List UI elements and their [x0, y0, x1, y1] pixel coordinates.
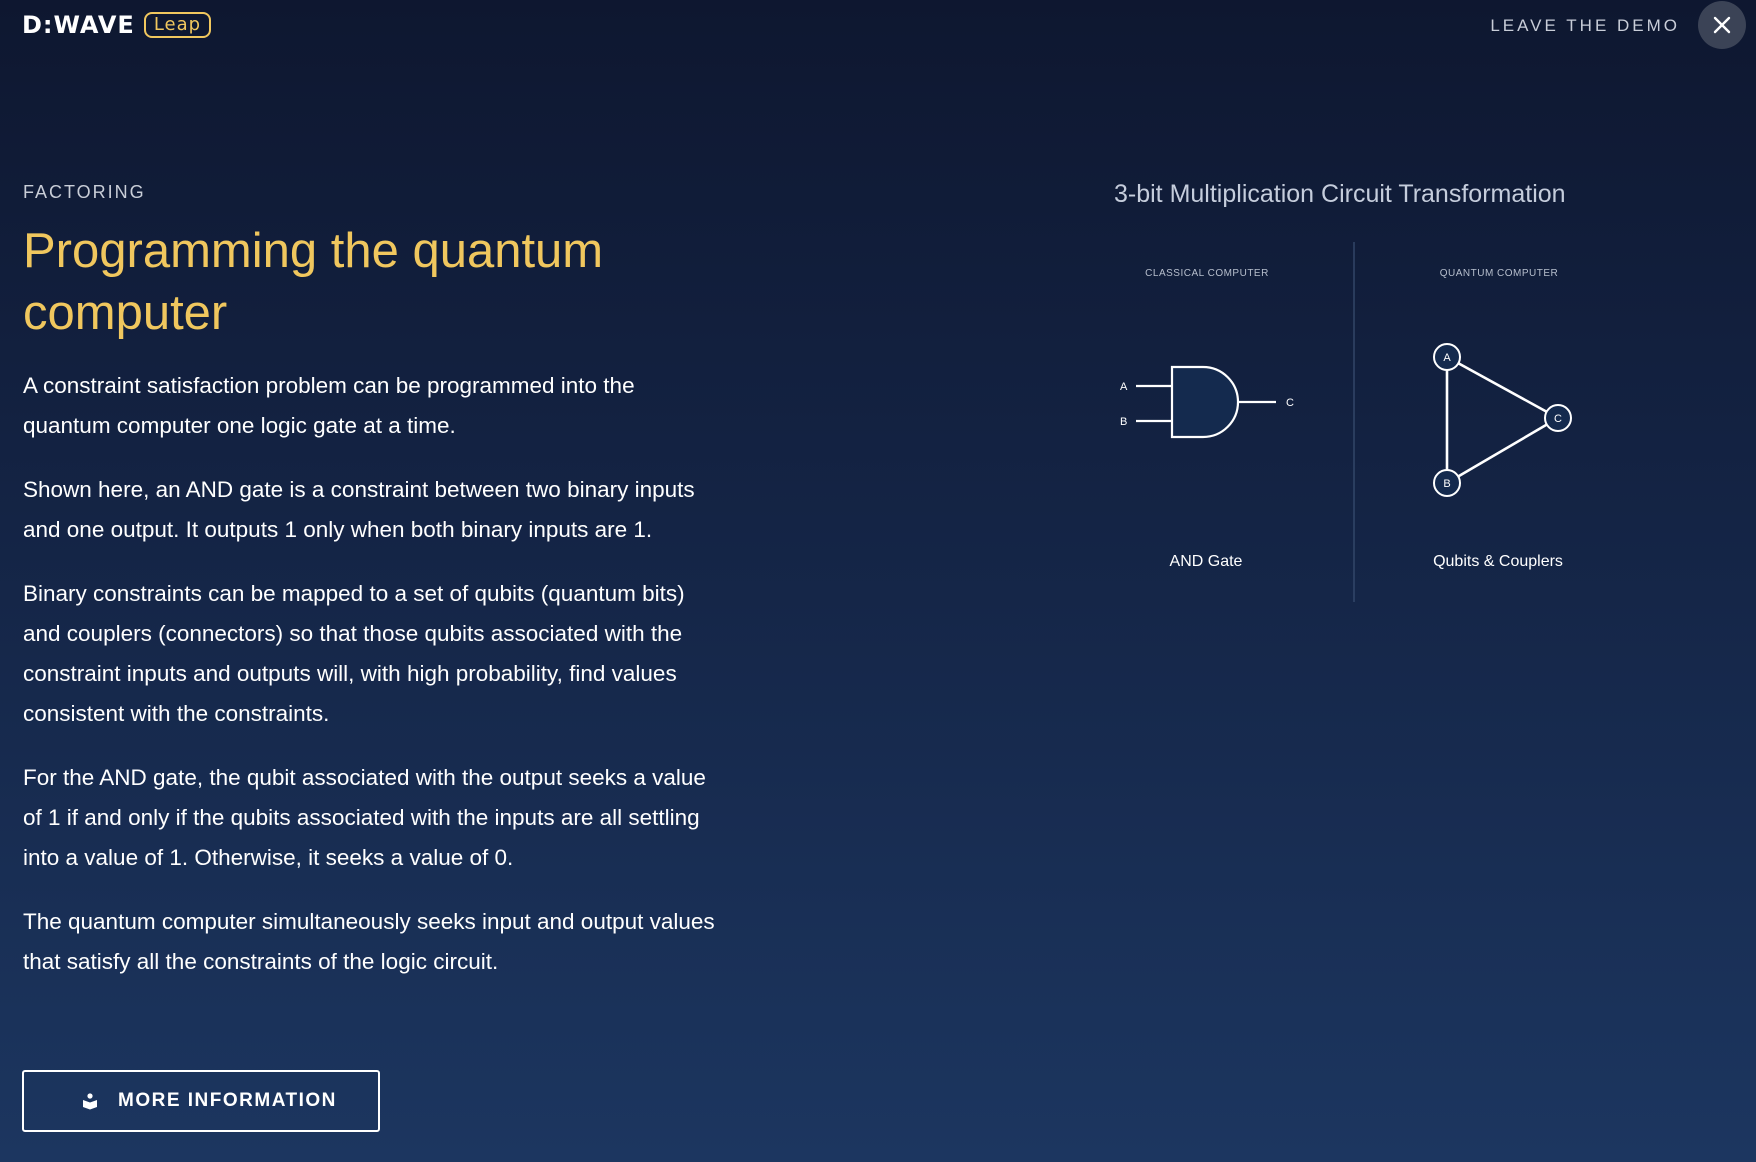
paragraph-4: For the AND gate, the qubit associated with the output seeks a value of 1 if and only if the qubits associated with the inputs are all settling into a value of 1. Otherwise, it seeks a value of 0.	[23, 765, 706, 870]
top-bar	[0, 0, 1756, 52]
circuit-transformation-diagram	[1090, 240, 1690, 610]
and-gate-symbol	[1136, 367, 1276, 437]
qubit-node-b-label: B	[1443, 478, 1451, 490]
coupler-a-c	[1447, 357, 1558, 418]
and-gate-caption: AND Gate	[1169, 553, 1243, 570]
leave-demo-link[interactable]: LEAVE THE DEMO	[1490, 16, 1680, 35]
qubit-node-a-label: A	[1443, 352, 1451, 364]
content-column	[23, 180, 723, 1006]
paragraph-1: A constraint satisfaction problem can be programmed into the quantum computer one logic gate at a time.	[23, 373, 635, 438]
qubit-node-b	[1434, 470, 1460, 496]
paragraph-5: The quantum computer simultaneously seeks input and output values that satisfy all the constraints of the logic circuit.	[23, 909, 715, 974]
more-information-button[interactable]	[22, 1070, 380, 1132]
qubit-node-c-label: C	[1554, 413, 1562, 425]
diagram-title: 3-bit Multiplication Circuit Transformation	[1114, 180, 1566, 208]
paragraph-2: Shown here, an AND gate is a constraint between two binary inputs and one output. It outputs 1 only when both binary inputs are 1.	[23, 477, 695, 542]
leap-badge: Leap	[144, 12, 211, 38]
book-icon	[80, 1091, 100, 1111]
coupler-b-c	[1447, 418, 1558, 483]
qubits-couplers-caption: Qubits & Couplers	[1433, 553, 1563, 570]
qubit-node-c	[1545, 405, 1571, 431]
brand-logo-text: D:WAVE	[22, 11, 135, 39]
quantum-computer-header: QUANTUM COMPUTER	[1439, 268, 1559, 279]
and-gate-input-a-label: A	[1120, 381, 1128, 393]
section-eyebrow: FACTORING	[23, 182, 146, 202]
paragraph-3: Binary constraints can be mapped to a set of qubits (quantum bits) and couplers (connectors) so that those qubits associated with the constraint inputs and outputs will, with high probability, find values consistent with the constraints.	[23, 581, 685, 726]
close-button[interactable]	[1698, 1, 1746, 49]
page-title: Programming the quantum computer	[23, 224, 604, 340]
coupler-edges	[1447, 357, 1558, 483]
close-icon	[1712, 15, 1732, 35]
classical-computer-header: CLASSICAL COMPUTER	[1145, 268, 1269, 279]
and-gate-output-c-label: C	[1286, 397, 1294, 409]
and-gate-input-b-label: B	[1120, 416, 1128, 428]
dwave-leap-logo[interactable]	[22, 11, 211, 39]
qubit-node-a	[1434, 344, 1460, 370]
more-information-label: MORE INFORMATION	[118, 1090, 337, 1111]
